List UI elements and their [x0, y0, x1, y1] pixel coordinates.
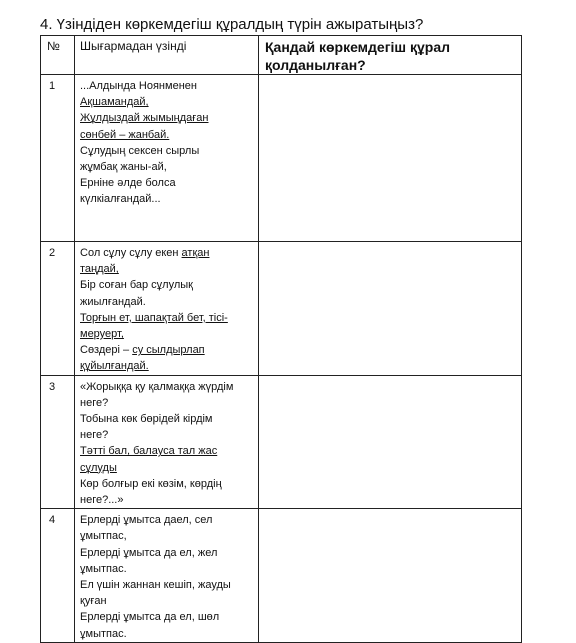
excerpt-table	[40, 35, 522, 643]
excerpt-line	[80, 609, 254, 625]
excerpt-line	[80, 476, 254, 492]
plain-phrase: неге?...»	[80, 494, 124, 507]
plain-phrase: Сөздері –	[80, 344, 133, 357]
excerpt-line	[80, 326, 254, 342]
excerpt-line	[80, 443, 254, 459]
excerpt-line	[80, 358, 254, 374]
plain-phrase: Ерніне әлде болса	[80, 177, 176, 190]
excerpt-line	[80, 512, 254, 528]
excerpt-cell	[75, 375, 259, 509]
plain-phrase: Бір соған бар сұлулық	[80, 279, 193, 292]
row-number: 1	[41, 75, 75, 242]
underlined-phrase: Торғын ет, шапақтай бет, тісі-	[80, 311, 228, 324]
excerpt-line	[80, 411, 254, 427]
underlined-phrase: құйылғандай.	[80, 360, 149, 373]
excerpt-line	[80, 528, 254, 544]
table-header-row	[41, 36, 522, 75]
excerpt-line	[80, 94, 254, 110]
plain-phrase: Сол сұлу сұлу екен	[80, 247, 182, 259]
excerpt-line	[80, 545, 254, 561]
plain-phrase: Ерлерді ұмытса даел, сел	[80, 514, 213, 527]
underlined-phrase: Тәтті бал, балауса тал жас	[80, 445, 218, 458]
excerpt-line	[80, 110, 254, 126]
underlined-phrase: сұлуды	[80, 461, 117, 474]
excerpt-line	[80, 626, 254, 642]
column-header-device	[259, 36, 522, 75]
excerpt-line	[80, 395, 254, 411]
table-row	[41, 375, 522, 509]
excerpt-line	[80, 492, 254, 508]
plain-phrase: ұмытпас.	[80, 627, 127, 640]
plain-phrase: неге?	[80, 396, 109, 409]
excerpt-line	[80, 78, 254, 94]
column-header-number: №	[41, 36, 75, 75]
column-header-device-line2: қолданылған?	[265, 57, 366, 73]
excerpt-line	[80, 127, 254, 143]
plain-phrase: күлкіалғандай...	[80, 193, 161, 206]
underlined-phrase: таңдай,	[80, 263, 119, 276]
excerpt-line	[80, 159, 254, 175]
plain-phrase: ұмытпас,	[80, 530, 127, 543]
excerpt-line	[80, 593, 254, 609]
underlined-phrase: меруерт,	[80, 328, 124, 341]
plain-phrase: жұмбақ жаны-ай,	[80, 161, 167, 174]
plain-phrase: неге?	[80, 429, 109, 442]
row-number: 3	[41, 375, 75, 509]
plain-phrase: Көр болғыр екі көзім, көрдің	[80, 477, 222, 490]
table-row	[41, 75, 522, 242]
excerpt-line	[80, 577, 254, 593]
plain-phrase: ұмытпас.	[80, 562, 127, 575]
table-row	[41, 509, 522, 643]
column-header-excerpt: Шығармадан үзінді	[75, 36, 259, 75]
answer-cell[interactable]	[259, 509, 522, 643]
excerpt-line	[80, 175, 254, 191]
excerpt-line	[80, 310, 254, 326]
answer-cell[interactable]	[259, 75, 522, 242]
underlined-phrase: Ақшамандай,	[80, 96, 149, 109]
answer-cell[interactable]	[259, 242, 522, 376]
plain-phrase: Тобына көк бөрідей кірдім	[80, 413, 213, 426]
plain-phrase: Сұлудың сексен сырлы	[80, 144, 200, 157]
excerpt-cell	[75, 242, 259, 376]
excerpt-line	[80, 427, 254, 443]
excerpt-cell	[75, 75, 259, 242]
plain-phrase: жиылғандай.	[80, 295, 146, 308]
row-number: 4	[41, 509, 75, 643]
excerpt-line	[80, 261, 254, 277]
plain-phrase: «Жорыққа қу қалмаққа жүрдім	[80, 380, 234, 393]
excerpt-cell	[75, 509, 259, 643]
excerpt-line	[80, 191, 254, 207]
underlined-phrase: сөнбей – жанбай.	[80, 128, 170, 141]
table-row	[41, 242, 522, 376]
task-title: 4. Үзіндіден көркемдегіш құралдың түрін ажыратыңыз?	[40, 16, 424, 33]
underlined-phrase: су сылдырлап	[132, 344, 205, 357]
excerpt-line	[80, 277, 254, 293]
plain-phrase: Ерлерді ұмытса да ел, жел	[80, 546, 218, 559]
column-header-device-line1: Қандай көркемдегіш құрал	[265, 39, 451, 55]
row-number: 2	[41, 242, 75, 376]
plain-phrase: ...Алдында Ноянменен	[80, 80, 197, 92]
plain-phrase: Ерлерді ұмытса да ел, шөл	[80, 611, 220, 624]
excerpt-line	[80, 379, 254, 395]
underlined-phrase: Жұлдыздай жымыңдаған	[80, 112, 209, 125]
excerpt-line	[80, 294, 254, 310]
excerpt-line	[80, 460, 254, 476]
underlined-phrase: атқан	[181, 247, 210, 259]
plain-phrase: қуған	[80, 595, 107, 608]
excerpt-line	[80, 561, 254, 577]
plain-phrase: Ел үшін жаннан кешіп, жауды	[80, 579, 231, 592]
excerpt-line	[80, 245, 254, 261]
excerpt-line	[80, 342, 254, 358]
excerpt-line	[80, 143, 254, 159]
answer-cell[interactable]	[259, 375, 522, 509]
